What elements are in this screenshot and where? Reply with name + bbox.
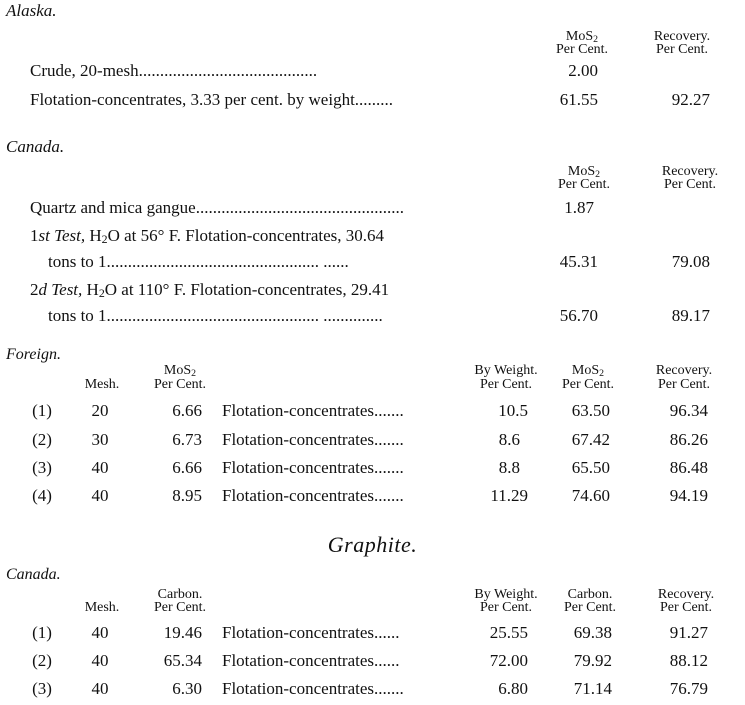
foreign-recovery-percent-header: Per Cent. (657, 377, 711, 392)
mos2-label: MoS (163, 363, 192, 378)
foreign-mos2-header (140, 364, 220, 377)
alaska-recovery-percent-header: Per Cent. (655, 42, 709, 57)
subscript: 2 (593, 34, 599, 45)
foreign-row-conc-mos2: 74.60 (571, 486, 610, 505)
foreign-row-label: Flotation-concentrates....... (222, 401, 404, 420)
mos2-label: MoS (565, 29, 594, 44)
alaska-mos2-percent-header: Per Cent. (555, 42, 609, 57)
graphite-row-num: (1) (32, 623, 52, 642)
foreign-row-recovery: 86.48 (669, 458, 708, 477)
canada-test1-mos2: 45.31 (559, 252, 598, 271)
graphite-row-mesh: 40 (91, 623, 109, 642)
foreign-row-conc-mos2: 63.50 (571, 401, 610, 420)
canada-test1-line1 (30, 226, 384, 246)
graphite-row-weight: 6.80 (498, 679, 528, 698)
graphite-carbon-percent-header: Per Cent. (153, 600, 207, 615)
foreign-row-mesh: 40 (91, 486, 109, 505)
graphite-row-weight: 72.00 (489, 651, 528, 670)
foreign-recovery-header: Recovery. (655, 363, 713, 378)
graphite-mesh-header: Mesh. (84, 600, 120, 615)
graphite-row-carbon: 6.30 (172, 679, 202, 698)
graphite-row-weight: 25.55 (489, 623, 528, 642)
graphite-recovery-header: Recovery. (657, 587, 715, 602)
foreign-row-mos2: 6.66 (172, 401, 202, 420)
ordinal: 1 (30, 226, 39, 245)
foreign-mos2-percent-header: Per Cent. (153, 377, 207, 392)
foreign-row-recovery: 96.34 (669, 401, 708, 420)
leader-dots: ......... (354, 90, 394, 109)
canada-test2-line2: tons to 1.................................................. .............. (48, 306, 383, 325)
graphite-row-carbon: 65.34 (163, 651, 202, 670)
subscript: 2 (595, 169, 601, 180)
subscript: 2 (101, 232, 108, 246)
foreign-heading: Foreign. (6, 346, 61, 363)
canada-test2-line1 (30, 280, 389, 300)
graphite-row-conc-carbon: 69.38 (573, 623, 612, 642)
canada-mos2-percent-header: Per Cent. (557, 177, 611, 192)
h2o-label: H (86, 280, 99, 299)
graphite-row-conc-carbon: 79.92 (573, 651, 612, 670)
foreign-row-weight: 11.29 (490, 486, 528, 505)
graphite-title: Graphite. (327, 532, 418, 557)
foreign-row-label: Flotation-concentrates....... (222, 486, 404, 505)
graphite-conc-carbon-percent-header: Per Cent. (563, 600, 617, 615)
test-description: O at 56° F. Flotation-concentrates, 30.64 (107, 226, 385, 245)
alaska-flotation-recovery: 92.27 (671, 90, 710, 109)
row-label: Flotation-concentrates, 3.33 per cent. by weight (30, 90, 355, 109)
foreign-row-num: (1) (32, 401, 52, 420)
graphite-row-recovery: 91.27 (669, 623, 708, 642)
foreign-row-conc-mos2: 65.50 (571, 458, 610, 477)
canada-test1-recovery: 79.08 (671, 252, 710, 271)
graphite-row-recovery: 76.79 (669, 679, 708, 698)
test-description: O at 110° F. Flotation-concentrates, 29.41 (104, 280, 390, 299)
subscript: 2 (191, 368, 197, 379)
mos2-label: MoS (567, 164, 596, 179)
graphite-row-label: Flotation-concentrates....... (222, 679, 404, 698)
graphite-row-label: Flotation-concentrates...... (222, 651, 400, 670)
foreign-mesh-header: Mesh. (84, 377, 120, 392)
leader-dots: .......................................... (138, 61, 318, 80)
graphite-recovery-percent-header: Per Cent. (659, 600, 713, 615)
foreign-row-conc-mos2: 67.42 (571, 430, 610, 449)
mos2-label: MoS (571, 363, 600, 378)
foreign-byweight-percent-header: Per Cent. (479, 377, 533, 392)
foreign-conc-mos2-header (548, 364, 628, 377)
foreign-byweight-header: By Weight. (474, 363, 538, 378)
foreign-conc-mos2-percent-header: Per Cent. (561, 377, 615, 392)
graphite-row-mesh: 40 (91, 651, 109, 670)
foreign-row-mos2: 6.73 (172, 430, 202, 449)
subscript: 2 (599, 368, 605, 379)
foreign-row-num: (3) (32, 458, 52, 477)
alaska-heading: Alaska. (6, 1, 57, 20)
ordinal: 2 (30, 280, 39, 299)
graphite-row-mesh: 40 (91, 679, 109, 698)
foreign-row-label: Flotation-concentrates....... (222, 458, 404, 477)
foreign-row-mesh: 30 (91, 430, 109, 449)
foreign-row-mos2: 6.66 (172, 458, 202, 477)
row-label: Crude, 20-mesh (30, 61, 139, 80)
foreign-row-num: (4) (32, 486, 52, 505)
canada-heading: Canada. (6, 137, 65, 156)
graphite-row-label: Flotation-concentrates...... (222, 623, 400, 642)
foreign-row-recovery: 94.19 (669, 486, 708, 505)
foreign-row-mos2: 8.95 (172, 486, 202, 505)
alaska-recovery-header: Recovery. (653, 29, 711, 44)
alaska-crude-mos2: 2.00 (568, 61, 598, 80)
subscript: 2 (98, 286, 105, 300)
alaska-row-flotation (30, 90, 393, 110)
graphite-row-num: (3) (32, 679, 52, 698)
foreign-row-label: Flotation-concentrates....... (222, 430, 404, 449)
graphite-row-conc-carbon: 71.14 (573, 679, 612, 698)
row-label: Quartz and mica gangue (30, 198, 196, 217)
graphite-row-carbon: 19.46 (163, 623, 202, 642)
alaska-row-crude (30, 61, 317, 81)
canada-test1-line2: tons to 1.................................................. ...... (48, 252, 349, 271)
canada-gangue-mos2: 1.87 (564, 198, 594, 217)
ordinal-suffix: d Test, (38, 280, 83, 299)
graphite-byweight-percent-header: Per Cent. (479, 600, 533, 615)
foreign-row-weight: 10.5 (498, 401, 528, 420)
graphite-row-num: (2) (32, 651, 52, 670)
canada-recovery-percent-header: Per Cent. (663, 177, 717, 192)
leader-dots: ................................................. (195, 198, 404, 217)
ordinal-suffix: st Test, (38, 226, 86, 245)
foreign-row-weight: 8.8 (498, 458, 520, 477)
canada-recovery-header: Recovery. (661, 164, 719, 179)
foreign-row-mesh: 20 (91, 401, 109, 420)
graphite-conc-carbon-header: Carbon. (567, 587, 613, 602)
graphite-canada-heading: Canada. (6, 566, 61, 583)
h2o-label: H (89, 226, 102, 245)
foreign-row-weight: 8.6 (498, 430, 520, 449)
canada-test2-recovery: 89.17 (671, 306, 710, 325)
graphite-carbon-header: Carbon. (157, 587, 203, 602)
foreign-row-recovery: 86.26 (669, 430, 708, 449)
canada-test2-mos2: 56.70 (559, 306, 598, 325)
graphite-row-recovery: 88.12 (669, 651, 708, 670)
foreign-row-num: (2) (32, 430, 52, 449)
foreign-row-mesh: 40 (91, 458, 109, 477)
graphite-byweight-header: By Weight. (474, 587, 538, 602)
canada-row-gangue (30, 198, 404, 218)
alaska-flotation-mos2: 61.55 (559, 90, 598, 109)
